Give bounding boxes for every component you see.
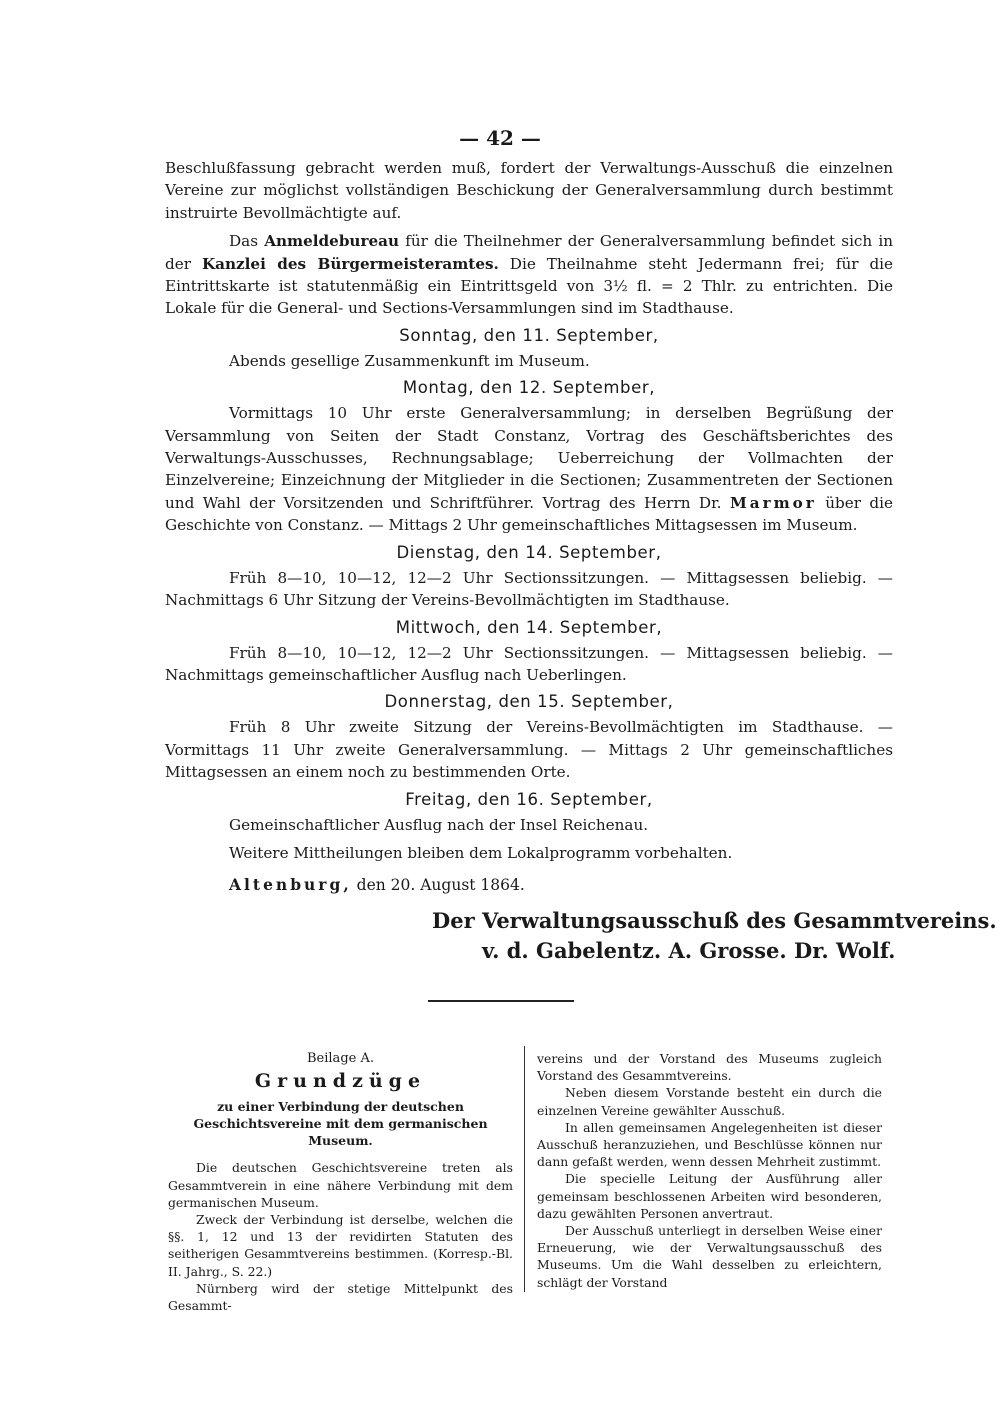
intro-paragraph-2 [165, 230, 893, 320]
appendix-left-column [168, 1050, 513, 1314]
day-heading-thursday: Donnerstag, den 15. September, [384, 692, 674, 712]
section-divider [428, 1000, 574, 1002]
day-heading-monday: Montag, den 12. September, [402, 378, 656, 398]
day-text-monday [165, 402, 893, 536]
appendix-right-paragraph: Die specielle Leitung der Ausführung aller gemeinsam beschlossenen Arbeiten wird besonderen, dazu gewählten Personen anvertraut. [537, 1171, 882, 1221]
monday-text-before: Vormittags 10 Uhr erste Generalversammlung; in derselben Begrüßung der Versammlung von Seiten der Stadt Constanz, Vortrag des Geschäftsberichtes des Verwaltungs-Ausschusses, Rechnungsablage; Ueberreichung der Vollmachten der Einzelvereine; Einzeichnung der Mitglieder in die Sectionen; Zusammentreten der Sectionen und Wahl der Vorsitzenden und Schriftführer. Vortrag des Herrn Dr. [165, 404, 893, 512]
dateline-place: Altenburg, [229, 875, 352, 895]
column-divider [524, 1046, 525, 1292]
appendix-right-paragraph: Der Ausschuß unterliegt in derselben Weise einer Erneuerung, wie der Verwaltungsausschuß des Museums. Um die Wahl desselben zu erleichtern, schlägt der Vorstand [537, 1223, 882, 1290]
monday-text-after: über die Geschichte von Constanz. — Mittags 2 Uhr gemeinschaftliches Mittagsessen im Museum. [165, 493, 893, 535]
appendix-right-paragraph: vereins und der Vorstand des Museums zugleich Vorstand des Gesammtvereins. [537, 1051, 882, 1084]
page-number: — 42 — [459, 126, 541, 150]
appendix-left-paragraph: Zweck der Verbindung ist derselbe, welchen die §§. 1, 12 und 13 der revidirten Statuten des seitherigen Gesammtvereins bestimmen. (Korresp.-Bl. II. Jahrg., S. 22.) [168, 1212, 513, 1279]
p2-end: Die Theilnahme steht Jedermann frei; für die Eintrittskarte ist statutenmäßig ein Eintrittsgeld von 3½ fl. = 2 Thlr. zu entrichten. Die Lokale für die General- und Sections-Versammlungen sind im Stadthause. [165, 254, 894, 318]
appendix-right-column [537, 1050, 882, 1291]
appendix-right-paragraph: Neben diesem Vorstande besteht ein durch die einzelnen Vereine gewählter Ausschuß. [537, 1085, 882, 1118]
p2-start: Das [229, 232, 259, 251]
day-text-tuesday: Früh 8—10, 10—12, 12—2 Uhr Sectionssitzungen. — Mittagsessen beliebig. — Nachmittags 6 Uhr Sitzung der Vereins-Bevollmächtigten im Stadthause. [165, 568, 893, 610]
day-heading-friday: Freitag, den 16. September, [405, 789, 653, 809]
day-text-friday: Gemeinschaftlicher Ausflug nach der Insel Reichenau. [229, 815, 649, 834]
appendix-subtitle: zu einer Verbindung der deutschen Geschichtsvereine mit dem germanischen Museum. [193, 1099, 488, 1149]
mayor-office: Kanzlei des Bürgermeisteramtes. [201, 254, 499, 273]
appendix-title: Grundzüge [254, 1070, 427, 1093]
appendix-left-paragraph: Nürnberg wird der stetige Mittelpunkt des Gesammt- [168, 1280, 513, 1314]
dateline [229, 874, 893, 896]
appendix-right-paragraph: In allen gemeinsamen Angelegenheiten ist dieser Ausschuß heranzuziehen, und Beschlüsse können nur dann gefaßt werden, wenn dessen Mehrheit zustimmt. [537, 1119, 882, 1170]
dateline-date: den 20. August 1864. [356, 876, 525, 895]
signatory-names: v. d. Gabelentz. A. Grosse. Dr. Wolf. [482, 938, 896, 963]
main-text [165, 157, 893, 896]
p2-mid: für die Theilnehmer der Generalversammlung befindet sich in der [165, 232, 894, 273]
day-text-thursday: Früh 8 Uhr zweite Sitzung der Vereins-Bevollmächtigten im Stadthause. — Vormittags 11 Uhr zweite Generalversammlung. — Mittags 2 Uhr gemeinschaftliches Mittagsessen an einem noch zu bestimmenden Orte. [165, 718, 893, 782]
appendix-label: Beilage A. [307, 1051, 374, 1066]
day-heading-wednesday: Mittwoch, den 14. September, [395, 617, 663, 637]
registration-office: Anmeldebureau [264, 232, 400, 251]
day-heading-sunday: Sonntag, den 11. September, [399, 325, 659, 345]
day-text-wednesday: Früh 8—10, 10—12, 12—2 Uhr Sectionssitzungen. — Mittagsessen beliebig. — Nachmittags gemeinschaftlicher Ausflug nach Ueberlingen. [165, 643, 893, 684]
committee-name: Der Verwaltungsausschuß des Gesammtvereins. [432, 908, 997, 933]
day-text-sunday: Abends gesellige Zusammenkunft im Museum. [229, 351, 590, 370]
day-heading-tuesday: Dienstag, den 14. September, [396, 542, 662, 562]
appendix-left-paragraph: Die deutschen Geschichtsvereine treten als Gesammtverein in eine nähere Verbindung mit dem germanischen Museum. [168, 1160, 513, 1210]
intro-paragraph-1: Beschlußfassung gebracht werden muß, fordert der Verwaltungs-Ausschuß die einzelnen Vereine zur möglichst vollständigen Beschickung der Generalversammlung durch bestimmt instruirte Bevollmächtigte auf. [165, 159, 893, 222]
speaker-name: Marmor [729, 493, 817, 512]
closing-note: Weitere Mittheilungen bleiben dem Lokalprogramm vorbehalten. [229, 843, 733, 862]
